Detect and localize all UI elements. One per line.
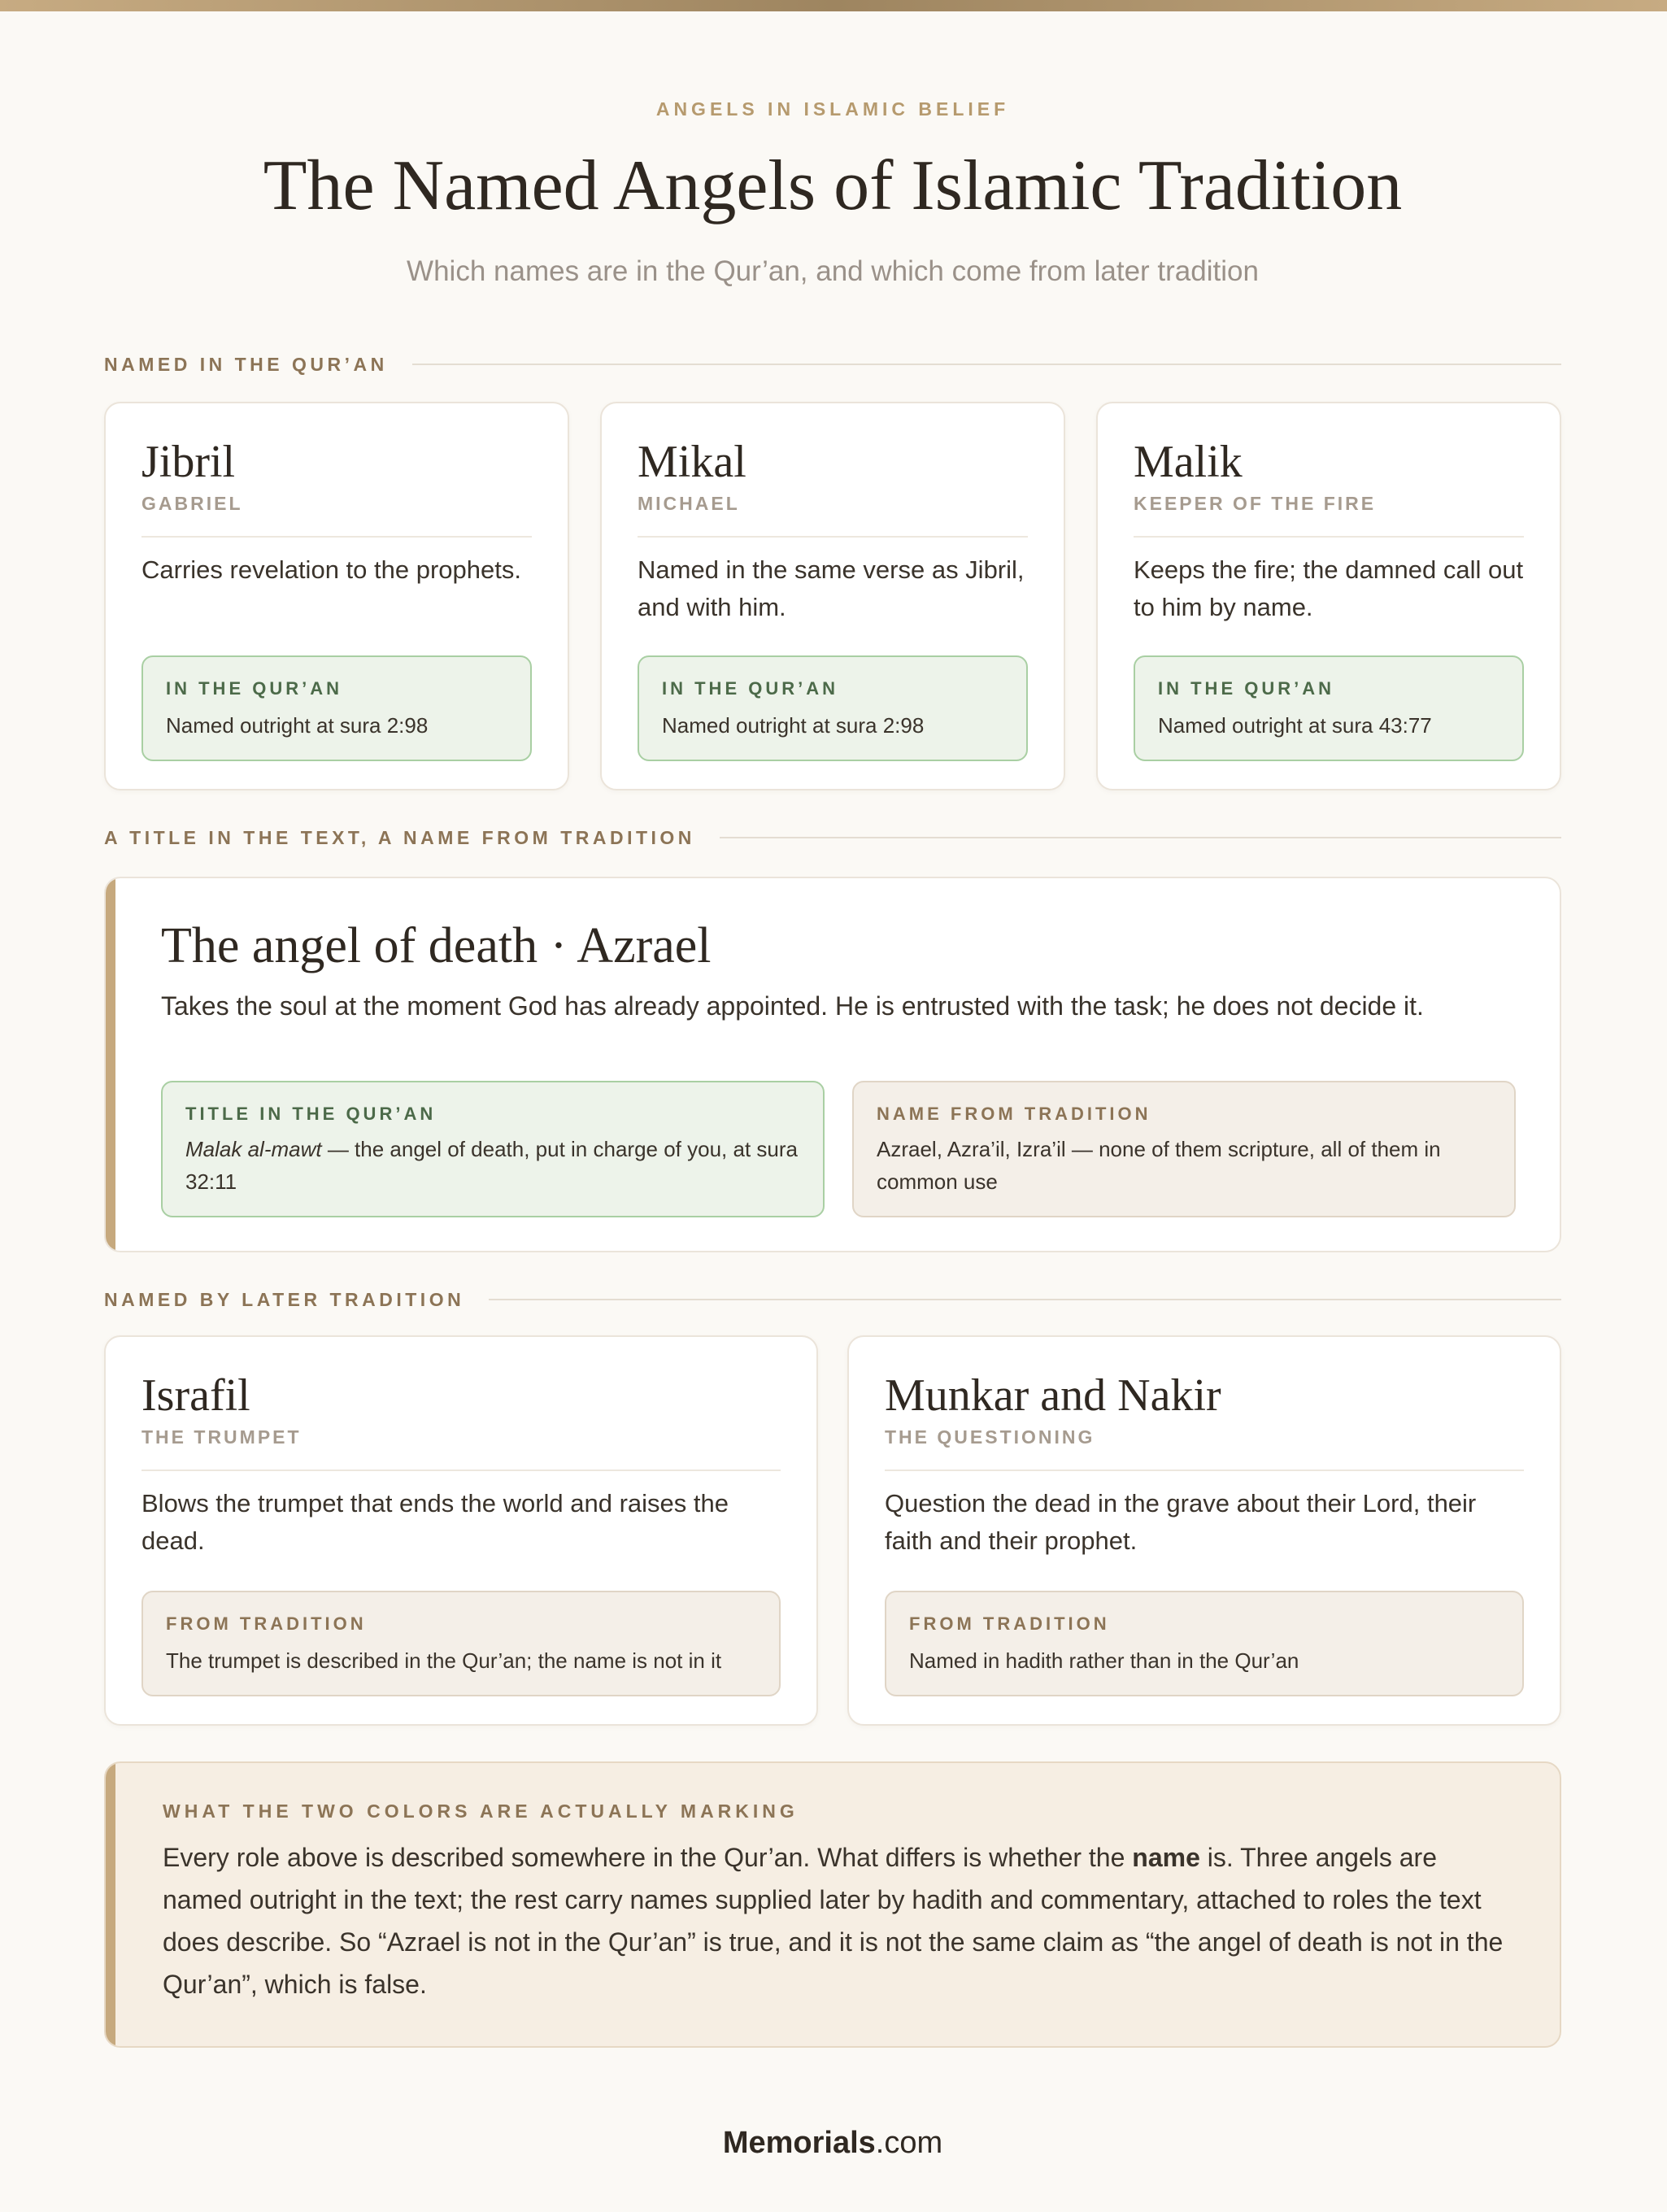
angel-description: Keeps the fire; the damned call out to him by name. [1134,555,1524,621]
accent-stripe [106,878,115,1251]
tradition-tag [885,1591,1524,1696]
tag-text: Named outright at sura 43:77 [1158,713,1432,738]
tag-label: IN THE QUR’AN [662,678,838,699]
angel-name: Munkar and Nakir [885,1370,1221,1421]
card-divider [638,536,1028,538]
note-text-bold: name [1132,1843,1200,1872]
angel-description: Question the dead in the grave about their Lord, their faith and their prophet. [885,1489,1477,1555]
card-divider [141,536,532,538]
section-rule [412,364,1561,365]
tag-text: The trumpet is described in the Qur’an; the name is not in it [166,1648,722,1673]
angel-card-jibril [104,402,569,790]
section-label-later [104,1287,1561,1313]
angel-name: Malik [1134,437,1243,487]
angel-card-mikal [600,402,1065,790]
azrael-title: The angel of death · Azrael [161,918,712,973]
quran-tag [1134,655,1524,761]
arabic-term: Malak al-mawt [185,1137,322,1161]
page-title: The Named Angels of Islamic Tradition [263,146,1403,225]
explanation-note [104,1761,1561,2048]
note-text [163,1836,1511,2005]
angel-subtitle: GABRIEL [141,493,243,514]
logo-main: Memorials [722,2126,876,2160]
angel-card-munkar-nakir [847,1335,1561,1726]
angel-subtitle: KEEPER OF THE FIRE [1134,493,1377,514]
angel-subtitle: MICHAEL [638,493,740,514]
card-divider [885,1470,1524,1471]
tradition-tag [141,1591,781,1696]
card-divider [141,1470,781,1471]
tag-text [185,1133,803,1198]
page-subtitle: Which names are in the Qur’an, and which come from later tradition [407,255,1259,287]
angel-description: Blows the trumpet that ends the world and raises the dead. [141,1489,729,1555]
section-label-text: NAMED BY LATER TRADITION [104,1288,465,1310]
tag-text: Named outright at sura 2:98 [662,713,925,738]
angel-name: Jibril [141,437,236,487]
quran-tag [141,655,532,761]
top-accent-bar [0,0,1667,11]
angel-name: Mikal [638,437,746,487]
section-rule [489,1299,1561,1300]
section-label-text: NAMED IN THE QUR’AN [104,353,388,375]
angel-subtitle: THE QUESTIONING [885,1426,1095,1448]
logo-suffix: .com [875,2126,943,2160]
section-label-text: A TITLE IN THE TEXT, A NAME FROM TRADITION [104,826,695,848]
quran-tag [638,655,1028,761]
tag-label: NAME FROM TRADITION [877,1104,1151,1124]
tag-text: Azrael, Azra’il, Izra’il — none of them scripture, all of them in common use [877,1137,1441,1194]
angel-description: Named in the same verse as Jibril, and with him. [638,555,1025,621]
note-label: WHAT THE TWO COLORS ARE ACTUALLY MARKING [163,1801,799,1822]
azrael-card [104,877,1561,1252]
tag-label: FROM TRADITION [909,1613,1110,1634]
tag-text-rest: — the angel of death, put in charge of you, at sura 32:11 [185,1137,798,1194]
note-text-part: Every role above is described somewhere in the Qur’an. What differs is whether the [163,1843,1133,1872]
angel-card-malik [1096,402,1561,790]
azrael-description: Takes the soul at the moment God has already appointed. He is entrusted with the task; he does not decide it. [161,991,1424,1021]
angel-card-israfil [104,1335,818,1726]
memorials-logo[interactable] [104,2126,1561,2161]
tag-label: IN THE QUR’AN [1158,678,1334,699]
section-label-quran [104,351,1561,377]
eyebrow: ANGELS IN ISLAMIC BELIEF [655,98,1010,120]
tag-text: Named outright at sura 2:98 [166,713,429,738]
tradition-name-tag [852,1081,1516,1217]
note-text-part: is. Three angels are named outright in the text; the rest carry names supplied later by hadith and commentary, attached to roles the text does describe. So “Azrael is not in the Qur’an” is true, and it is not the same claim as “the angel of death is not in the Qur’an”, which is false. [163,1843,1504,1999]
tag-label: FROM TRADITION [166,1613,367,1634]
card-divider [1134,536,1524,538]
accent-stripe [106,1763,115,2046]
quran-title-tag [161,1081,825,1217]
tag-label: TITLE IN THE QUR’AN [185,1104,437,1124]
section-label-title-tradition [104,825,1561,851]
angel-name: Israfil [141,1370,250,1421]
angel-description: Carries revelation to the prophets. [141,555,521,584]
tag-text: Named in hadith rather than in the Qur’an [909,1648,1299,1673]
section-rule [720,837,1561,838]
angel-subtitle: THE TRUMPET [141,1426,302,1448]
tag-label: IN THE QUR’AN [166,678,342,699]
